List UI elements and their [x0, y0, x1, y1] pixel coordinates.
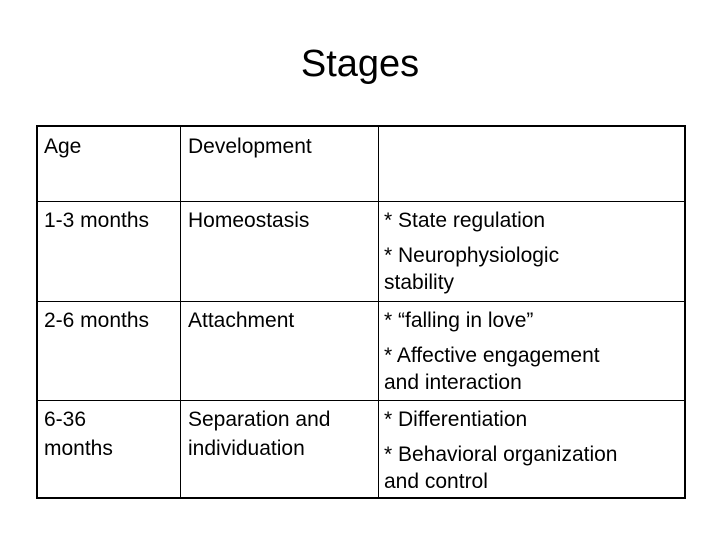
row-3-age-line: months — [44, 437, 113, 460]
row-1-development — [188, 206, 309, 235]
row-2-development-line: Attachment — [188, 309, 295, 332]
row-2-detail-line: * “falling in love” — [384, 309, 534, 332]
row-3-age-line: 6-36 — [44, 408, 87, 431]
row-3-detail-line: * Differentiation — [384, 408, 528, 431]
row-3-detail-line: * Behavioral organization — [384, 443, 618, 466]
row-divider — [38, 301, 684, 302]
row-1-age-line: 1-3 months — [44, 209, 150, 232]
column-divider — [378, 127, 379, 497]
row-3-development-line: individuation — [188, 437, 305, 460]
row-1-detail-line: * Neurophysiologic — [384, 244, 560, 267]
row-1-detail-line: * State regulation — [384, 209, 546, 232]
header-age: Age — [44, 135, 82, 158]
row-1-details — [384, 206, 559, 297]
row-3-development — [188, 405, 330, 463]
slide-title: Stages — [300, 43, 420, 85]
row-2-age-line: 2-6 months — [44, 309, 150, 332]
row-2-detail-line: * Affective engagement — [384, 344, 600, 367]
row-1-age — [44, 206, 149, 235]
row-divider — [38, 400, 684, 401]
row-1-development-line: Homeostasis — [188, 209, 310, 232]
row-3-age — [44, 405, 113, 463]
row-1-detail-line: stability — [384, 271, 455, 294]
stages-table — [36, 125, 686, 499]
row-3-details — [384, 405, 617, 496]
row-3-development-line: Separation and — [188, 408, 331, 431]
row-2-development — [188, 306, 294, 335]
column-divider — [180, 127, 181, 497]
row-2-details — [384, 306, 600, 397]
header-development: Development — [188, 135, 312, 158]
row-2-age — [44, 306, 149, 335]
row-divider — [38, 201, 684, 202]
row-3-detail-line: and control — [384, 470, 488, 493]
row-2-detail-line: and interaction — [384, 371, 522, 394]
